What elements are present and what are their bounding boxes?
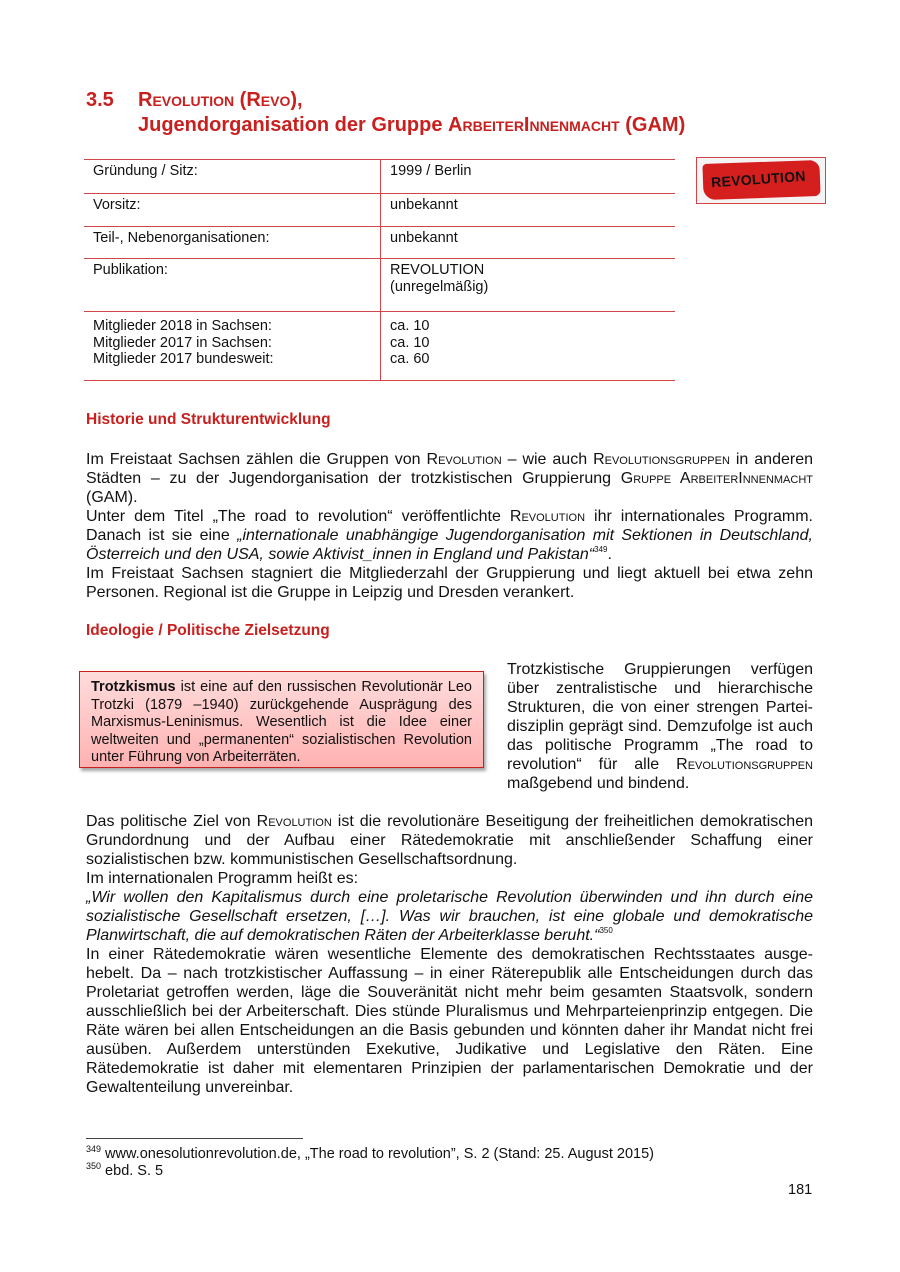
footnote-text: www.onesolutionrevolution.de, „The road to revolution”, S. 2 (Stand: 25. August 2015) — [101, 1146, 654, 1162]
text-run: in anderen Städten – zu der Jugendorganisation der trotzkistischen Gruppierung — [86, 451, 813, 487]
page-number: 181 — [788, 1182, 813, 1198]
section-title-ideology: Ideologie / Politische Zielsetzung — [86, 622, 330, 639]
org-name: Revolution — [256, 813, 332, 830]
section-title-history: Historie und Strukturentwicklung — [86, 411, 331, 428]
members-values — [381, 312, 676, 381]
table-label: Publikation: — [84, 259, 381, 312]
heading-prefix: Jugendorganisation der Gruppe — [138, 114, 449, 136]
revolution-logo — [696, 157, 826, 204]
org-name: Revolution — [426, 451, 502, 468]
publication-name: REVOLUTION — [390, 262, 485, 278]
text-run: (GAM). — [86, 489, 138, 506]
footnote — [86, 1163, 163, 1180]
table-row — [84, 194, 675, 227]
footnote-text: ebd. S. 5 — [101, 1163, 164, 1179]
table-label: Teil-, Nebenorganisationen: — [84, 227, 381, 259]
members-label: Mitglieder 2017 in Sachsen: — [93, 334, 272, 351]
definition-box — [79, 671, 484, 768]
paragraph-quote — [86, 888, 813, 945]
members-value: ca. 10 — [390, 334, 430, 351]
paragraph: Im Freistaat Sachsen stagniert die Mitgliederzahl der Gruppierung und liegt aktuell bei etwa zehn Personen. Regional ist die Gruppe in Leipzig und Dresden verankert. — [86, 565, 813, 601]
heading-suffix: (GAM) — [619, 114, 686, 136]
org-name: Revolutionsgruppen — [593, 451, 730, 468]
text-run: – wie auch — [501, 451, 594, 468]
footnote-divider — [86, 1138, 303, 1139]
paragraph: Im internationalen Programm heißt es: — [86, 870, 359, 887]
table-label: Vorsitz: — [84, 194, 381, 227]
members-label: Mitglieder 2017 bundesweit: — [93, 351, 274, 367]
table-value — [381, 259, 676, 312]
table-label: Gründung / Sitz: — [84, 160, 381, 194]
table-row — [84, 160, 675, 194]
members-labels — [84, 312, 381, 381]
text-run: ihr internationales Programm. Danach ist sie eine — [86, 508, 813, 544]
section-heading — [86, 88, 685, 138]
paragraph: In einer Rätedemokratie wären wesentliche Elemente des demokratischen Rechtsstaates ausgehebelt. Da – nach trotzkistischer Auffassung – in einer Räterepublik alle Entscheidungen durch das Proletariat getroffen werden, läge die Souveränität nicht mehr beim gesamten Staatsvolk, sondern ausschließlich bei der Arbeiterschaft. Dies stünde Pluralismus und Mehrparteienprinzip entgegen. Die Räte wären bei allen Entscheidungen an die Basis gebunden und könnten daher ihr Mandat nicht frei ausüben. Außerdem unterstünden Exekutive, Judikative und Legislative den Räten. Eine Rätedemokratie ist daher mit elementaren Prinzipien der parlamentarischen Demokratie und der Gewaltenteilung unvereinbar. — [86, 946, 813, 1096]
text-run: maßgebend und bindend. — [507, 775, 690, 792]
section-number: 3.5 — [86, 89, 114, 111]
footnote-number: 350 — [86, 1161, 102, 1171]
history-text — [86, 450, 813, 602]
org-name: Revolutionsgruppen — [676, 756, 813, 773]
quote: „Wir wollen den Kapitalismus durch eine proletarische Revolution überwinden und ihn durch eine sozialistische Gesellschaft ersetzen, […]. Was wir brauchen, ist eine globale und demokratische Planwirtschaft, die auf demokratischen Räten der Arbeiterklasse beruht.“ — [86, 889, 813, 944]
footnote-number: 349 — [86, 1144, 102, 1154]
ideology-text — [86, 812, 813, 1097]
table-row — [84, 227, 675, 259]
table-value: 1999 / Berlin — [381, 160, 676, 194]
quote: „internationale unabhängige Jugendorganisation mit Sektionen in Deutschland, Österreich und den USA, sowie Aktivist_innen in England und Pakistan“ — [86, 527, 813, 563]
members-value: ca. 60 — [390, 351, 430, 367]
paragraph — [86, 812, 813, 869]
text-run: . — [607, 546, 612, 563]
paragraph — [86, 450, 813, 507]
paragraph — [86, 507, 813, 564]
footnote-ref: 350 — [599, 926, 613, 935]
heading-title-line2 — [86, 113, 685, 138]
text-run: Das politische Ziel von — [86, 813, 257, 830]
table-row-members — [84, 312, 675, 381]
publication-frequency: (unregelmäßig) — [390, 278, 489, 295]
members-label: Mitglieder 2018 in Sachsen: — [93, 318, 272, 334]
text-run: ist die revolutionäre Beseitigung der freiheitlichen demokratischen Grundordnung und der Aufbau einer Rätedemokratie mit anschließender Schaffung einer sozialistischen bzw. kommunistischen Gesellschaftsordnung. — [86, 813, 814, 868]
org-name: Gruppe ArbeiterInnenmacht — [620, 470, 813, 487]
footnote-ref: 349 — [594, 545, 608, 554]
heading-title-line1: Revolution (Revo), — [138, 89, 303, 111]
members-value: ca. 10 — [390, 318, 430, 334]
text-run: Unter dem Titel „The road to revolution“ veröffentlichte — [86, 508, 510, 525]
organisation-info-table — [84, 159, 675, 381]
definition-term: Trotzkismus — [91, 679, 176, 695]
heading-org-name: ArbeiterInnenmacht — [448, 114, 620, 136]
text-run: Trotzkistische Gruppierungen verfügen über zentralistische und hierarchische Strukturen, die von einer strengen Parteidisziplin geprägt sind. Demzufolge ist auch das politische Programm „The road to revolution“ für alle — [507, 661, 813, 773]
definition-text: ist eine auf den russischen Revolutionär Leo Trotzki (1879 –1940) zurückgehende Ausprägung des Marxismus-Leninismus. Wesentlich ist die Idee einer weltweiten und „permanenten“ sozialistischen Revolution unter Führung von Arbeiterräten. — [91, 679, 472, 765]
logo-text: REVOLUTION — [710, 167, 807, 191]
footnote — [86, 1146, 654, 1163]
text-run: Im Freistaat Sachsen zählen die Gruppen von — [86, 451, 427, 468]
table-row — [84, 259, 675, 312]
org-name: Revolution — [509, 508, 586, 525]
ideology-side-text — [507, 660, 813, 793]
table-value: unbekannt — [381, 194, 676, 227]
table-value: unbekannt — [381, 227, 676, 259]
